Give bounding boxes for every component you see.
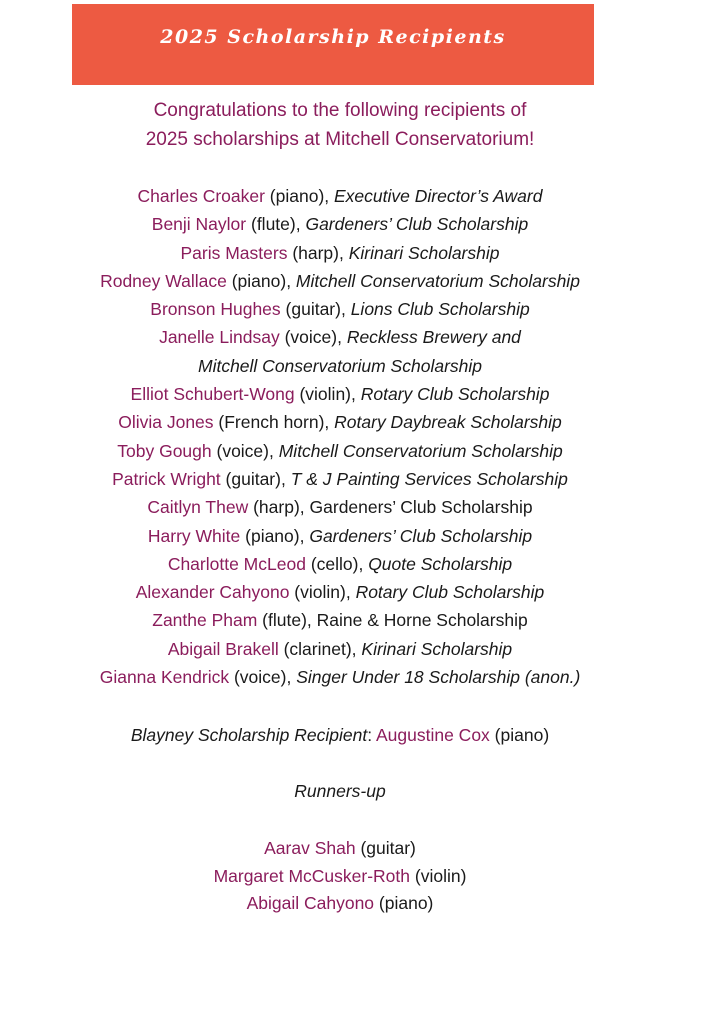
recipient-instrument: (piano), [240, 525, 310, 546]
runner-up-instrument: (violin) [410, 865, 467, 886]
recipient-instrument: (piano), [226, 270, 296, 291]
recipient-instrument: (harp), [248, 497, 310, 518]
intro-line: Congratulations to the following recipients of [153, 100, 527, 121]
recipient-name: Patrick Wright [112, 468, 221, 489]
recipient-award: Reckless Brewery and [346, 327, 521, 348]
runners-up-list [0, 835, 680, 918]
recipient-instrument: (flute), [257, 610, 317, 631]
recipient-list [0, 182, 680, 691]
recipient-line [0, 493, 680, 521]
recipient-name: Olivia Jones [118, 412, 214, 433]
recipient-line [0, 182, 680, 210]
recipient-name: Elliot Schubert-Wong [130, 384, 295, 405]
runner-up-line [0, 863, 680, 891]
recipient-line [0, 239, 680, 267]
recipient-line [0, 437, 680, 465]
recipient-instrument: (piano), [264, 186, 334, 206]
recipient-instrument: (guitar), [220, 468, 291, 489]
recipient-name: Bronson Hughes [150, 299, 281, 320]
recipient-line [0, 323, 680, 351]
intro-line: 2025 scholarships at Mitchell Conservatorium! [145, 129, 535, 150]
recipient-award: Mitchell Conservatorium Scholarship [198, 355, 482, 376]
blayney-recipient [0, 721, 680, 749]
recipient-award: Gardeners’ Club Scholarship [305, 214, 529, 235]
runner-up-instrument: (piano) [374, 893, 434, 913]
recipient-line [0, 522, 680, 550]
recipient-instrument: (French horn), [213, 412, 335, 433]
runner-up-line [0, 835, 680, 863]
recipient-name: Janelle Lindsay [159, 327, 280, 348]
recipient-award: Kirinari Scholarship [348, 242, 500, 263]
recipient-line [0, 408, 680, 436]
blayney-label: Blayney Scholarship Recipient [130, 725, 368, 745]
runner-up-name: Aarav Shah [264, 838, 356, 858]
recipient-name: Abigail Brakell [167, 638, 279, 659]
recipient-line [0, 578, 680, 606]
recipient-line [0, 210, 680, 238]
runners-up-heading: Runners-up [294, 781, 386, 801]
recipient-name: Benji Naylor [151, 214, 247, 235]
recipient-name: Harry White [147, 525, 241, 546]
recipient-award: Gardeners’ Club Scholarship [309, 525, 533, 546]
runner-up-name: Abigail Cahyono [246, 893, 375, 913]
recipient-award: Kirinari Scholarship [361, 638, 513, 659]
recipient-name: Charles Croaker [137, 186, 265, 206]
recipient-instrument: (voice), [229, 667, 297, 688]
recipient-award: Lions Club Scholarship [350, 299, 530, 320]
runner-up-line [0, 890, 680, 918]
runner-up-instrument: (guitar) [355, 838, 416, 858]
intro-text [0, 96, 680, 154]
recipient-award: Executive Director’s Award [334, 186, 543, 206]
title-banner [72, 4, 594, 85]
recipient-instrument: (flute), [246, 214, 306, 235]
recipient-instrument: (voice), [211, 440, 279, 461]
recipient-name: Rodney Wallace [100, 270, 227, 291]
recipient-name: Charlotte McLeod [167, 553, 306, 574]
recipient-name: Alexander Cahyono [135, 582, 290, 603]
recipient-award: Rotary Daybreak Scholarship [334, 412, 562, 433]
recipient-award: Rotary Club Scholarship [360, 384, 550, 405]
recipient-award: Gardeners’ Club Scholarship [309, 497, 533, 518]
recipient-line [0, 295, 680, 323]
recipient-line [0, 380, 680, 408]
blayney-colon: : [367, 725, 376, 745]
recipient-name: Gianna Kendrick [99, 667, 230, 688]
recipient-line [0, 352, 680, 380]
blayney-name: Augustine Cox [375, 725, 490, 745]
recipient-instrument: (harp), [287, 242, 349, 263]
recipient-award: Quote Scholarship [368, 553, 513, 574]
recipient-name: Toby Gough [117, 440, 212, 461]
recipient-instrument: (violin), [294, 384, 361, 405]
recipient-line [0, 550, 680, 578]
page-title: 2025 Scholarship Recipients [160, 25, 506, 48]
recipient-award: Mitchell Conservatorium Scholarship [295, 270, 580, 291]
recipient-name: Paris Masters [180, 242, 288, 263]
recipient-line [0, 267, 680, 295]
recipient-line [0, 465, 680, 493]
recipient-line [0, 663, 680, 691]
recipient-instrument: (clarinet), [278, 638, 362, 659]
recipient-instrument: (voice), [279, 327, 347, 348]
recipient-award: Mitchell Conservatorium Scholarship [278, 440, 563, 461]
recipient-instrument: (cello), [305, 553, 369, 574]
recipient-line [0, 635, 680, 663]
recipient-line [0, 606, 680, 634]
recipient-award: Singer Under 18 Scholarship (anon.) [296, 667, 581, 688]
recipient-instrument: (guitar), [280, 299, 351, 320]
recipient-award: T & J Painting Services Scholarship [290, 468, 568, 489]
runner-up-name: Margaret McCusker-Roth [213, 865, 411, 886]
blayney-instrument: (piano) [489, 725, 550, 745]
recipient-instrument: (violin), [289, 582, 356, 603]
recipient-award: Rotary Club Scholarship [355, 582, 545, 603]
recipient-award: Raine & Horne Scholarship [316, 610, 528, 631]
recipient-name: Zanthe Pham [152, 610, 258, 631]
recipient-name: Caitlyn Thew [147, 497, 249, 518]
